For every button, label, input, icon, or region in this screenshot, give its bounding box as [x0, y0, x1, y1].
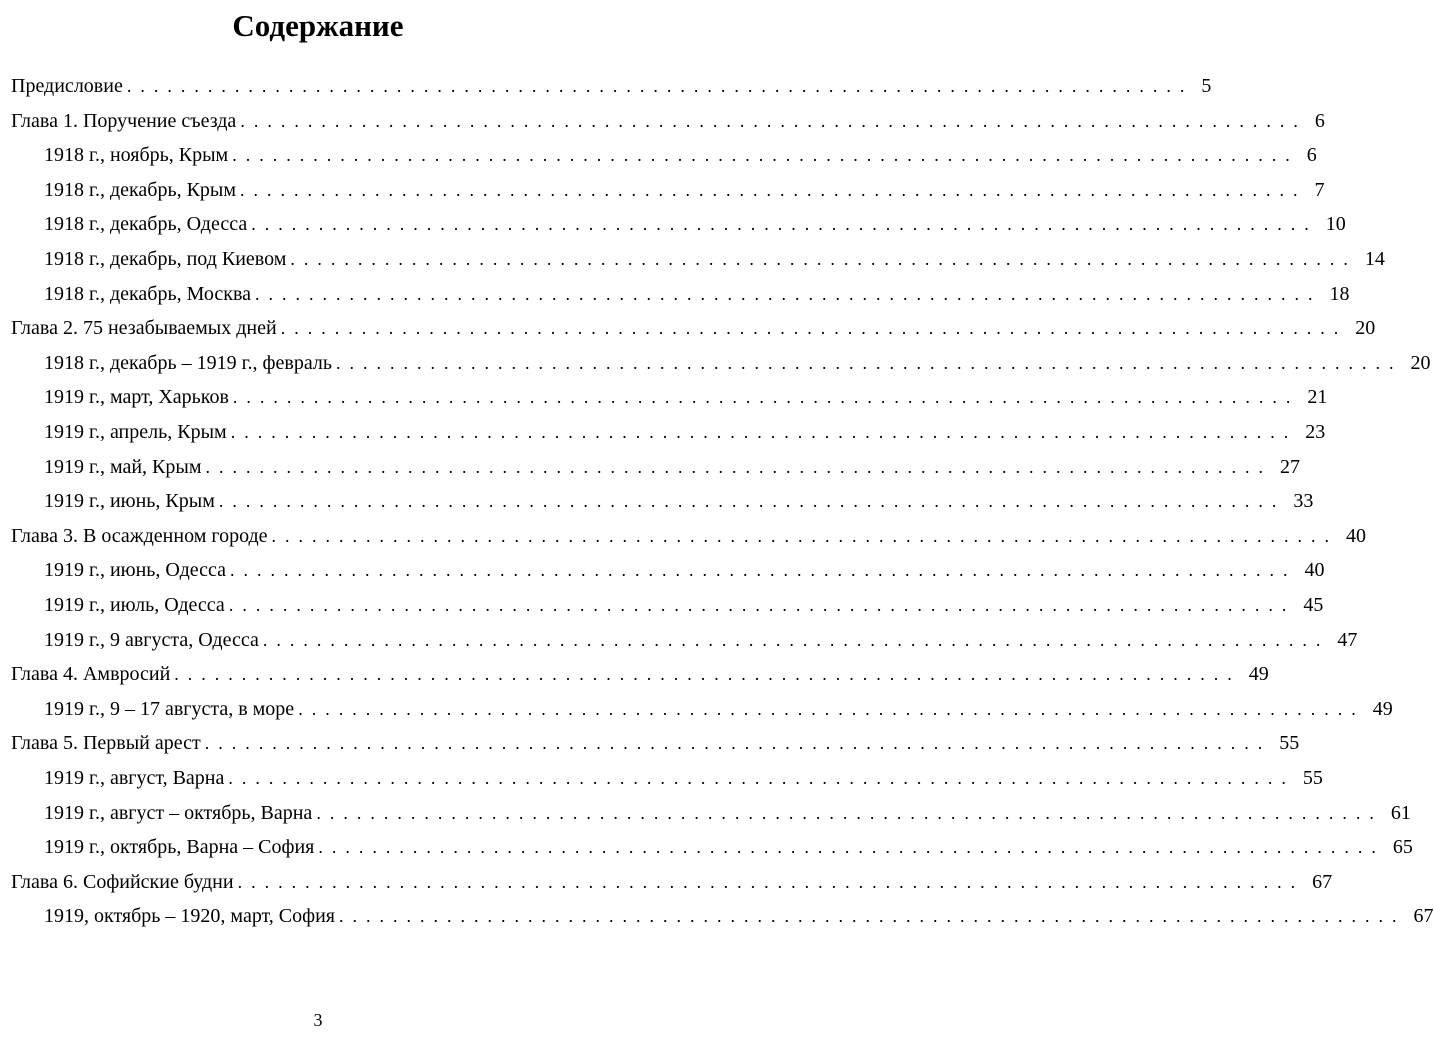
dot-leader: ...............................................................................	[280, 318, 1348, 339]
toc-entry-page: 21	[1307, 386, 1328, 409]
dot-leader: ...............................................................................	[318, 837, 1385, 858]
toc-entry-page: 23	[1305, 421, 1326, 443]
dot-leader: ...............................................................................	[230, 422, 1298, 442]
dot-leader: ...............................................................................	[240, 179, 1307, 200]
toc-entry	[11, 106, 1325, 136]
toc-entry-page: 20	[1355, 317, 1376, 340]
toc-subentry	[44, 279, 1350, 309]
dot-leader: ...............................................................................	[240, 110, 1307, 131]
toc-entry-label: 1919 г., август – октябрь, Варна	[44, 801, 313, 824]
toc-entry-page: 20	[1410, 351, 1431, 374]
toc-entry-page: 55	[1279, 732, 1300, 755]
toc-entry	[11, 659, 1269, 689]
toc-subentry	[44, 417, 1326, 447]
toc-entry-label: Глава 6. Софийские будни	[11, 870, 234, 893]
toc-entry-label: 1919 г., май, Крым	[44, 455, 202, 478]
toc-entry-label: 1919, октябрь – 1920, март, София	[44, 905, 335, 928]
toc-entry-label: 1918 г., декабрь, Одесса	[44, 213, 248, 236]
toc-subentry	[44, 140, 1317, 170]
toc-entry	[11, 313, 1376, 343]
toc-entry-label: 1919 г., август, Варна	[44, 767, 225, 789]
toc-subentry	[44, 832, 1413, 862]
toc-entry	[11, 71, 1212, 101]
toc-entry-label: 1919 г., апрель, Крым	[44, 421, 227, 443]
toc-entry-label: 1919 г., июнь, Одесса	[44, 559, 227, 582]
toc-entry-page: 18	[1329, 282, 1350, 305]
toc-entry-page: 55	[1302, 767, 1323, 789]
toc-subentry	[44, 798, 1411, 828]
toc-entry-label: 1919 г., июнь, Крым	[44, 490, 215, 513]
toc-entry-label: Глава 3. В осажденном городе	[11, 524, 268, 547]
toc-subentry	[44, 209, 1346, 239]
toc-entry-page: 6	[1306, 144, 1317, 167]
toc-entry-page: 61	[1390, 801, 1411, 824]
toc-entry-label: Глава 1. Поручение съезда	[11, 109, 237, 132]
toc-entry	[11, 728, 1300, 758]
toc-subentry	[44, 901, 1434, 931]
toc-entry-page: 67	[1413, 905, 1434, 928]
dot-leader: ...............................................................................	[251, 214, 1318, 235]
toc-entry-label: 1918 г., декабрь – 1919 г., февраль	[44, 351, 332, 374]
dot-leader: ...............................................................................	[232, 387, 1300, 408]
dot-leader: ...............................................................................	[232, 145, 1299, 166]
toc-entry-page: 10	[1325, 213, 1346, 236]
dot-leader: ...............................................................................	[262, 629, 1330, 650]
toc-entry-label: 1918 г., декабрь, под Киевом	[44, 248, 287, 270]
dot-leader: ...............................................................................	[255, 283, 1322, 304]
page-number: 3	[313, 1010, 323, 1030]
dot-leader: ...............................................................................	[230, 560, 1297, 581]
toc-subentry	[44, 244, 1385, 274]
dot-leader: ...............................................................................	[298, 698, 1365, 719]
toc-entry-label: 1919 г., октябрь, Варна – София	[44, 836, 315, 859]
dot-leader: ...............................................................................	[126, 76, 1194, 96]
dot-leader: ...............................................................................	[290, 249, 1357, 269]
toc-entry-page: 49	[1372, 697, 1393, 720]
toc-subentry	[44, 763, 1323, 793]
toc-subentry	[44, 382, 1328, 412]
toc-subentry	[44, 175, 1325, 205]
toc-entry-page: 27	[1279, 455, 1300, 478]
dot-leader: ...............................................................................	[237, 871, 1305, 892]
toc-entry-page: 40	[1304, 559, 1325, 582]
page-title: Содержание	[232, 8, 404, 43]
toc-subentry	[44, 452, 1300, 482]
toc-entry-label: 1918 г., ноябрь, Крым	[44, 144, 229, 167]
toc-entry-page: 14	[1364, 248, 1385, 270]
toc-entry-page: 45	[1303, 594, 1324, 616]
dot-leader: ...............................................................................	[205, 456, 1272, 477]
toc-subentry	[44, 625, 1358, 655]
toc-subentry	[44, 555, 1325, 585]
toc-entry-label: Предисловие	[11, 75, 123, 97]
dot-leader: ...............................................................................	[204, 733, 1272, 754]
toc-entry-label: 1918 г., декабрь, Москва	[44, 282, 252, 305]
toc-subentry	[44, 348, 1431, 378]
toc-subentry	[44, 486, 1314, 516]
toc-entry-page: 7	[1314, 178, 1325, 201]
dot-leader: ...............................................................................	[271, 525, 1339, 546]
toc-entry-page: 49	[1248, 663, 1269, 686]
toc-entry-label: 1918 г., декабрь, Крым	[44, 178, 237, 201]
dot-leader: ...............................................................................	[339, 906, 1406, 927]
toc-entry	[11, 521, 1367, 551]
toc-entry-label: 1919 г., 9 – 17 августа, в море	[44, 697, 295, 720]
dot-leader: ...............................................................................	[228, 768, 1295, 788]
toc-entry-page: 65	[1392, 836, 1413, 859]
toc-entry-label: 1919 г., 9 августа, Одесса	[44, 628, 259, 651]
toc-entry-label: Глава 5. Первый арест	[11, 732, 201, 755]
dot-leader: ...............................................................................	[218, 491, 1286, 512]
toc-entry-page: 40	[1346, 524, 1367, 547]
toc-entry-label: Глава 4. Амвросий	[11, 663, 171, 686]
toc-entry-page: 5	[1201, 75, 1212, 97]
toc-entry-page: 47	[1337, 628, 1358, 651]
toc-entry-label: 1919 г., июль, Одесса	[44, 594, 225, 616]
toc-subentry	[44, 590, 1324, 620]
toc-entry-label: 1919 г., март, Харьков	[44, 386, 229, 409]
toc-entry-page: 6	[1314, 109, 1325, 132]
dot-leader: ...............................................................................	[316, 802, 1383, 823]
dot-leader: ...............................................................................	[335, 352, 1403, 373]
toc-entry-page: 67	[1312, 870, 1333, 893]
dot-leader: ...............................................................................	[174, 664, 1241, 685]
toc-entry-page: 33	[1293, 490, 1314, 513]
toc-subentry	[44, 694, 1393, 724]
toc-entry	[11, 867, 1333, 897]
toc-entry-label: Глава 2. 75 незабываемых дней	[11, 317, 277, 340]
dot-leader: ...............................................................................	[228, 595, 1296, 615]
